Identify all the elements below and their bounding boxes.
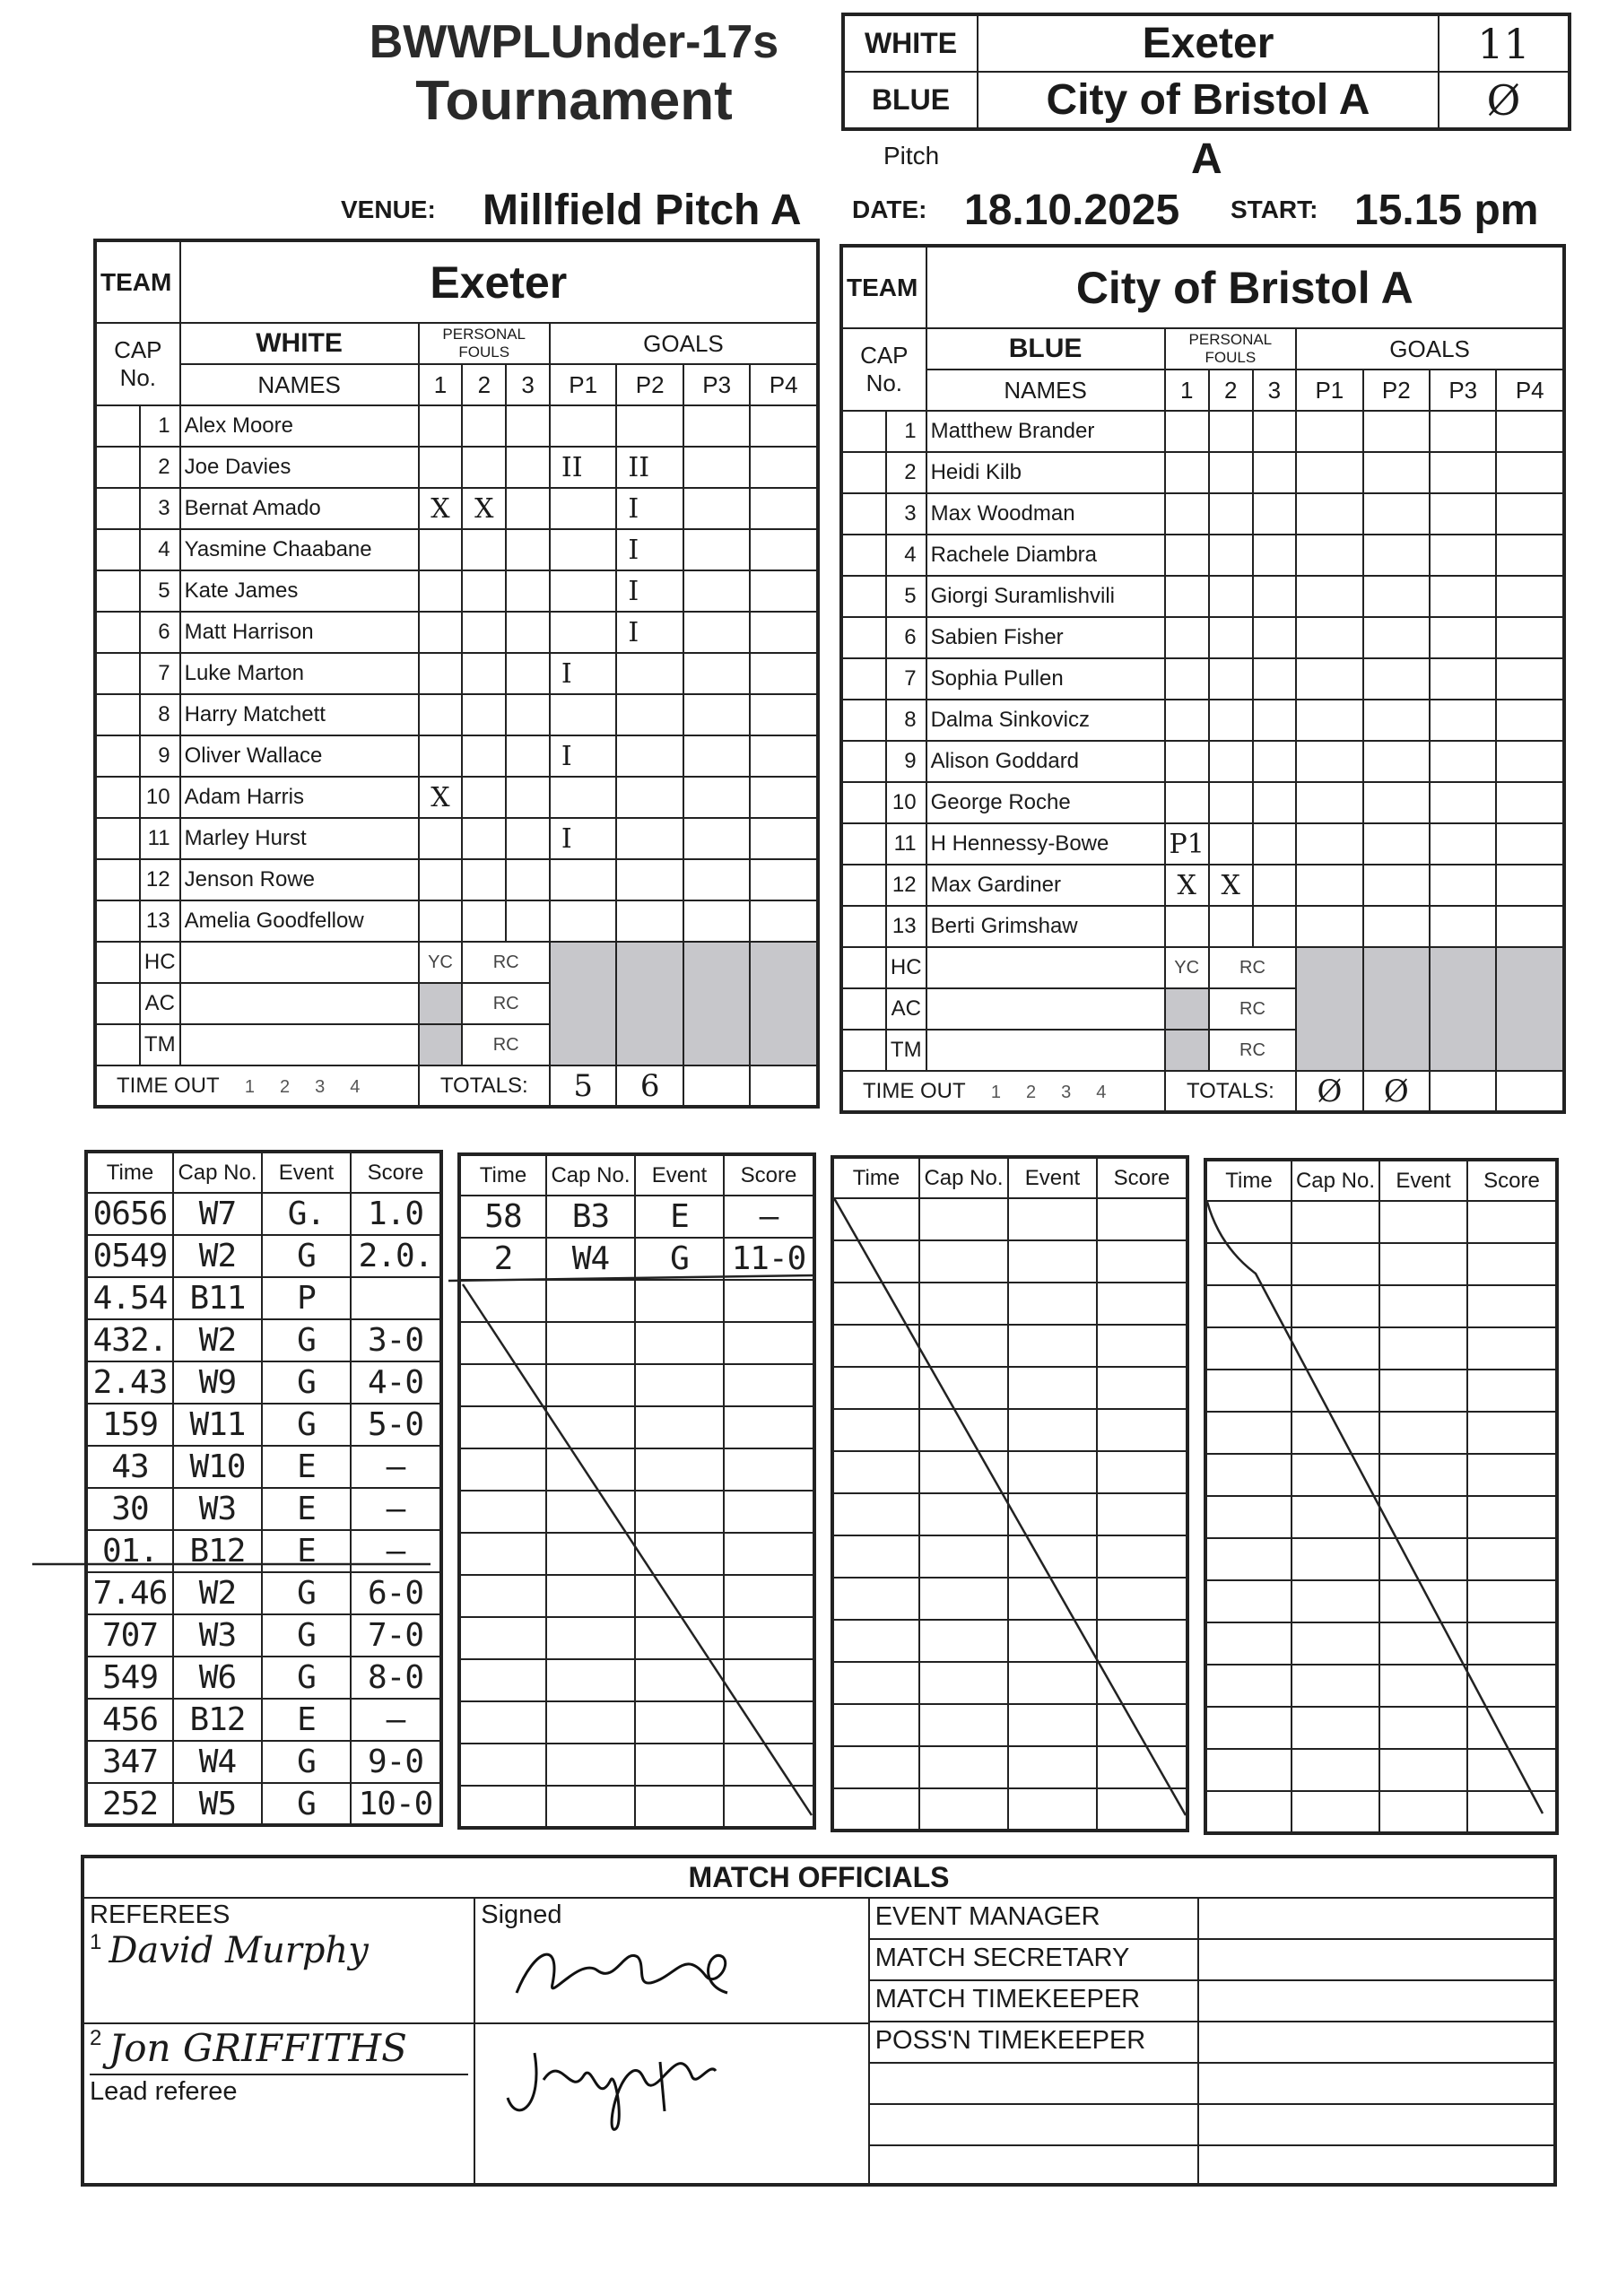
yellow-card-label: YC — [1165, 947, 1209, 988]
log-cell[interactable]: E — [635, 1196, 724, 1238]
cap-number: 7 — [886, 658, 926, 700]
player-name: Joe Davies — [180, 447, 419, 488]
cap-number: 11 — [140, 818, 180, 859]
log-cell[interactable]: G — [262, 1404, 351, 1446]
log-cap-header: Cap No. — [919, 1157, 1008, 1198]
log-cap-header: Cap No. — [1292, 1160, 1379, 1201]
match-secretary-label: MATCH SECRETARY — [870, 1940, 1197, 1981]
log-cell[interactable]: 2.0. — [351, 1235, 441, 1277]
team-label: TEAM — [95, 240, 180, 323]
assistant-coach-label: AC — [140, 983, 180, 1024]
player-name: Matthew Brander — [926, 411, 1165, 452]
team-manager-label: TM — [886, 1030, 926, 1071]
log-score-header: Score — [1097, 1157, 1187, 1198]
log-cell[interactable]: 2 — [459, 1238, 546, 1280]
player-name: Max Gardiner — [926, 865, 1165, 906]
match-timekeeper-label: MATCH TIMEKEEPER — [870, 1981, 1197, 2022]
log-cell[interactable]: B12 — [173, 1699, 262, 1741]
log-cell[interactable]: W4 — [546, 1238, 635, 1280]
referee-1-number: 1 — [90, 1930, 102, 1954]
log-event-header: Event — [635, 1154, 724, 1196]
goal-cell[interactable]: I — [616, 612, 683, 653]
cap-number: 3 — [140, 488, 180, 529]
log-cell[interactable]: 1.0 — [351, 1193, 441, 1235]
log-cell[interactable]: 0549 — [86, 1235, 173, 1277]
log-cell[interactable]: 347 — [86, 1741, 173, 1783]
blue-final-score: Ø — [1439, 72, 1570, 129]
goals-header: GOALS — [550, 323, 818, 364]
log-cell[interactable]: W2 — [173, 1235, 262, 1277]
log-cell[interactable]: 43 — [86, 1446, 173, 1488]
log-cell[interactable]: — — [351, 1446, 441, 1488]
white-team-name: Exeter — [978, 14, 1439, 72]
event-manager-label: EVENT MANAGER — [870, 1899, 1197, 1940]
log-cell[interactable]: 30 — [86, 1488, 173, 1530]
blue-color-header: BLUE — [926, 328, 1165, 370]
player-name: Heidi Kilb — [926, 452, 1165, 493]
log-cell[interactable]: — — [351, 1699, 441, 1741]
foul-1-header: 1 — [419, 364, 463, 405]
log-cell[interactable]: 707 — [86, 1614, 173, 1657]
cap-number: 5 — [886, 576, 926, 617]
referee-1-name: David Murphy — [109, 1930, 369, 1971]
foul-cell[interactable]: X — [1209, 865, 1253, 906]
pitch-value: A — [1191, 135, 1222, 183]
player-name: Giorgi Suramlishvili — [926, 576, 1165, 617]
assistant-coach-label: AC — [886, 988, 926, 1030]
yellow-card-label: YC — [419, 942, 463, 983]
player-name: Sophia Pullen — [926, 658, 1165, 700]
match-secretary-value[interactable] — [1199, 1940, 1553, 1981]
start-value: 15.15 pm — [1354, 186, 1539, 234]
player-name: Adam Harris — [180, 777, 419, 818]
log-score-header: Score — [724, 1154, 814, 1196]
timeout-label: TIME OUT — [863, 1078, 966, 1103]
pitch-label: Pitch — [883, 142, 940, 170]
log-cell[interactable]: 4-0 — [351, 1361, 441, 1404]
period-3-header: P3 — [683, 364, 751, 405]
log-cell[interactable]: W11 — [173, 1404, 262, 1446]
log-cell[interactable]: E — [262, 1530, 351, 1572]
team-manager-label: TM — [140, 1024, 180, 1065]
blue-team-title: City of Bristol A — [926, 246, 1564, 328]
log-time-header: Time — [1205, 1160, 1292, 1201]
period-4-header: P4 — [750, 364, 818, 405]
player-name: Rachele Diambra — [926, 535, 1165, 576]
log-cell[interactable]: W5 — [173, 1783, 262, 1825]
player-name: Amelia Goodfellow — [180, 900, 419, 942]
log-cell[interactable]: G — [262, 1361, 351, 1404]
log-cell[interactable]: — — [724, 1196, 814, 1238]
cap-number-header: CAP No. — [95, 323, 180, 405]
cap-number: 1 — [886, 411, 926, 452]
match-timekeeper-value[interactable] — [1199, 1981, 1553, 2022]
log-cell[interactable]: W10 — [173, 1446, 262, 1488]
log-cell[interactable]: 252 — [86, 1783, 173, 1825]
cap-number-header: CAP No. — [841, 328, 926, 411]
referee-2-signature-cell[interactable] — [474, 2023, 868, 2185]
team-label: TEAM — [841, 246, 926, 328]
possession-timekeeper-value[interactable] — [1199, 2022, 1553, 2064]
referees-label: REFEREES — [90, 1900, 230, 1929]
start-label: START: — [1231, 196, 1318, 223]
total-p1: 5 — [550, 1065, 617, 1107]
red-card-label: RC — [1209, 988, 1296, 1030]
cap-number: 8 — [886, 700, 926, 741]
personal-fouls-header: PERSONAL FOULS — [1165, 328, 1297, 370]
period-1-header: P1 — [1296, 370, 1362, 411]
white-team-title: Exeter — [180, 240, 818, 323]
title-line-2: Tournament — [415, 70, 733, 132]
cap-number: 12 — [886, 865, 926, 906]
log-cell[interactable]: 7.46 — [86, 1572, 173, 1614]
log-cell[interactable]: W2 — [173, 1319, 262, 1361]
cap-number: 6 — [886, 617, 926, 658]
goal-cell[interactable]: I — [550, 735, 617, 777]
log-cell[interactable]: G — [635, 1238, 724, 1280]
cap-number: 9 — [886, 741, 926, 782]
cap-number: 13 — [886, 906, 926, 947]
cap-number: 12 — [140, 859, 180, 900]
player-name: Alison Goddard — [926, 741, 1165, 782]
log-cap-header: Cap No. — [173, 1152, 262, 1193]
referee-1-signature — [481, 1930, 750, 2011]
log-cell[interactable]: E — [262, 1446, 351, 1488]
log-cell[interactable]: — — [351, 1488, 441, 1530]
log-cell[interactable]: W3 — [173, 1488, 262, 1530]
log-cell[interactable]: 01. — [86, 1530, 173, 1572]
goal-cell[interactable]: I — [550, 653, 617, 694]
log-cell[interactable]: 456 — [86, 1699, 173, 1741]
goal-cell[interactable]: I — [616, 529, 683, 570]
log-cell[interactable]: G — [262, 1319, 351, 1361]
player-name: Sabien Fisher — [926, 617, 1165, 658]
log-cell[interactable]: 159 — [86, 1404, 173, 1446]
log-time-header: Time — [86, 1152, 173, 1193]
total-p1: Ø — [1296, 1071, 1362, 1112]
names-header: NAMES — [926, 370, 1165, 411]
unused-rows-strike — [834, 1198, 1186, 1815]
player-name: H Hennessy-Bowe — [926, 823, 1165, 865]
player-name: Kate James — [180, 570, 419, 612]
red-card-label: RC — [462, 942, 550, 983]
log-cell[interactable]: 432. — [86, 1319, 173, 1361]
foul-cell[interactable]: X — [419, 777, 463, 818]
log-event-header: Event — [1379, 1160, 1467, 1201]
referee-2-name: Jon GRIFFITHS — [109, 2026, 407, 2070]
log-cell[interactable]: G. — [262, 1193, 351, 1235]
cap-number: 2 — [140, 447, 180, 488]
foul-2-header: 2 — [462, 364, 506, 405]
log-cell[interactable]: P — [262, 1277, 351, 1319]
player-name: Harry Matchett — [180, 694, 419, 735]
foul-1-header: 1 — [1165, 370, 1209, 411]
goal-cell[interactable]: I — [616, 488, 683, 529]
log-cell[interactable]: G — [262, 1783, 351, 1825]
player-name: Jenson Rowe — [180, 859, 419, 900]
officials-title: MATCH OFFICIALS — [83, 1857, 1555, 1898]
totals-label: TOTALS: — [419, 1065, 550, 1107]
player-name: Matt Harrison — [180, 612, 419, 653]
log-cell[interactable]: 549 — [86, 1657, 173, 1699]
player-name: Berti Grimshaw — [926, 906, 1165, 947]
log-time-header: Time — [459, 1154, 546, 1196]
log-cell[interactable]: E — [262, 1488, 351, 1530]
white-final-score: 11 — [1439, 14, 1570, 72]
player-name: Oliver Wallace — [180, 735, 419, 777]
log-cell[interactable]: W9 — [173, 1361, 262, 1404]
log-cell[interactable]: B3 — [546, 1196, 635, 1238]
player-name: Alex Moore — [180, 405, 419, 447]
log-cell[interactable]: 9-0 — [351, 1741, 441, 1783]
goals-header: GOALS — [1296, 328, 1564, 370]
possession-timekeeper-label: POSS'N TIMEKEEPER — [870, 2022, 1197, 2064]
period-2-header: P2 — [1363, 370, 1430, 411]
cap-number: 5 — [140, 570, 180, 612]
head-coach-label: HC — [140, 942, 180, 983]
log-cell[interactable]: — — [351, 1530, 441, 1572]
player-name: Dalma Sinkovicz — [926, 700, 1165, 741]
foul-cell[interactable]: X — [419, 488, 463, 529]
total-p2: 6 — [616, 1065, 683, 1107]
blue-label: BLUE — [843, 72, 978, 129]
log-cell[interactable]: G — [262, 1614, 351, 1657]
log-score-header: Score — [1467, 1160, 1557, 1201]
player-name: Luke Marton — [180, 653, 419, 694]
foul-2-header: 2 — [1209, 370, 1253, 411]
cap-number: 2 — [886, 452, 926, 493]
player-name: George Roche — [926, 782, 1165, 823]
log-cell[interactable]: G — [262, 1235, 351, 1277]
log-cell[interactable]: G — [262, 1572, 351, 1614]
log-cell[interactable]: 4.54 — [86, 1277, 173, 1319]
log-cell[interactable]: 58 — [459, 1196, 546, 1238]
player-name: Bernat Amado — [180, 488, 419, 529]
log-time-header: Time — [832, 1157, 919, 1198]
log-cell[interactable]: 11-0 — [724, 1238, 814, 1280]
venue-label: VENUE: — [341, 196, 436, 223]
referee-1-signature-cell[interactable] — [474, 1898, 868, 2023]
red-card-label: RC — [1209, 1030, 1296, 1071]
names-header: NAMES — [180, 364, 419, 405]
white-color-header: WHITE — [180, 323, 419, 364]
log-cell[interactable]: 3-0 — [351, 1319, 441, 1361]
timeout-boxes[interactable]: 1234 — [244, 1076, 386, 1097]
period-2-header: P2 — [616, 364, 683, 405]
log-cell[interactable]: B11 — [173, 1277, 262, 1319]
log-event-header: Event — [1008, 1157, 1097, 1198]
cap-number: 1 — [140, 405, 180, 447]
cap-number: 4 — [140, 529, 180, 570]
date-label: DATE: — [852, 196, 927, 223]
period-4-header: P4 — [1496, 370, 1564, 411]
goal-cell[interactable]: II — [550, 447, 617, 488]
referee-2-cell[interactable] — [83, 2023, 474, 2185]
foul-cell[interactable]: X — [1165, 865, 1209, 906]
log-score-header: Score — [351, 1152, 441, 1193]
event-manager-value[interactable] — [1199, 1899, 1553, 1940]
log-event-header: Event — [262, 1152, 351, 1193]
referee-1-cell[interactable] — [83, 1898, 474, 2023]
period-1-header: P1 — [550, 364, 617, 405]
lead-referee-label: Lead referee — [90, 2074, 468, 2107]
unused-rows-strike — [463, 1284, 812, 1815]
foul-3-header: 3 — [506, 364, 550, 405]
totals-label: TOTALS: — [1165, 1071, 1297, 1112]
foul-cell[interactable]: X — [462, 488, 506, 529]
log-cell[interactable]: W6 — [173, 1657, 262, 1699]
cap-number: 9 — [140, 735, 180, 777]
match-officials — [81, 1855, 1557, 2187]
white-label: WHITE — [843, 14, 978, 72]
log-cell[interactable]: G — [262, 1741, 351, 1783]
red-card-label: RC — [462, 983, 550, 1024]
cap-number: 6 — [140, 612, 180, 653]
player-name: Yasmine Chaabane — [180, 529, 419, 570]
log-cell[interactable]: E — [262, 1699, 351, 1741]
log-cell[interactable]: W7 — [173, 1193, 262, 1235]
unused-rows-strike — [1207, 1202, 1543, 1813]
goal-cell[interactable]: II — [616, 447, 683, 488]
log-cell[interactable]: W2 — [173, 1572, 262, 1614]
red-card-label: RC — [1209, 947, 1296, 988]
log-cell[interactable]: 5-0 — [351, 1404, 441, 1446]
foul-3-header: 3 — [1253, 370, 1297, 411]
signed-label: Signed — [481, 1900, 562, 1929]
cap-number: 10 — [886, 782, 926, 823]
log-cell[interactable]: 10-0 — [351, 1783, 441, 1825]
period-end-stroke — [448, 1275, 816, 1281]
log-cell[interactable]: W3 — [173, 1614, 262, 1657]
log-cell[interactable]: 2.43 — [86, 1361, 173, 1404]
cap-number: 13 — [140, 900, 180, 942]
foul-cell[interactable]: P1 — [1165, 823, 1209, 865]
blue-team-name: City of Bristol A — [978, 72, 1439, 129]
cap-number: 11 — [886, 823, 926, 865]
player-name: Marley Hurst — [180, 818, 419, 859]
goal-cell[interactable]: I — [550, 818, 617, 859]
red-card-label: RC — [462, 1024, 550, 1065]
cap-number: 7 — [140, 653, 180, 694]
log-cell[interactable]: 6-0 — [351, 1572, 441, 1614]
cap-number: 3 — [886, 493, 926, 535]
log-cell[interactable]: 7-0 — [351, 1614, 441, 1657]
log-cell[interactable]: B12 — [173, 1530, 262, 1572]
head-coach-label: HC — [886, 947, 926, 988]
total-p2: Ø — [1363, 1071, 1430, 1112]
log-cell[interactable]: 8-0 — [351, 1657, 441, 1699]
log-cap-header: Cap No. — [546, 1154, 635, 1196]
goal-cell[interactable]: I — [616, 570, 683, 612]
log-cell[interactable]: 0656 — [86, 1193, 173, 1235]
venue-value: Millfield Pitch A — [483, 186, 802, 234]
timeout-label: TIME OUT — [117, 1073, 220, 1098]
player-name: Max Woodman — [926, 493, 1165, 535]
timeout-boxes[interactable]: 1234 — [990, 1082, 1132, 1102]
referee-2-signature — [481, 2026, 768, 2134]
period-3-header: P3 — [1430, 370, 1496, 411]
referee-2-number: 2 — [90, 2026, 102, 2050]
personal-fouls-header: PERSONAL FOULS — [419, 323, 550, 364]
log-cell[interactable]: G — [262, 1657, 351, 1699]
cap-number: 8 — [140, 694, 180, 735]
cap-number: 4 — [886, 535, 926, 576]
date-value: 18.10.2025 — [964, 186, 1180, 234]
title-line-1: BWWPLUnder-17s — [369, 16, 779, 68]
cap-number: 10 — [140, 777, 180, 818]
log-cell[interactable]: W4 — [173, 1741, 262, 1783]
